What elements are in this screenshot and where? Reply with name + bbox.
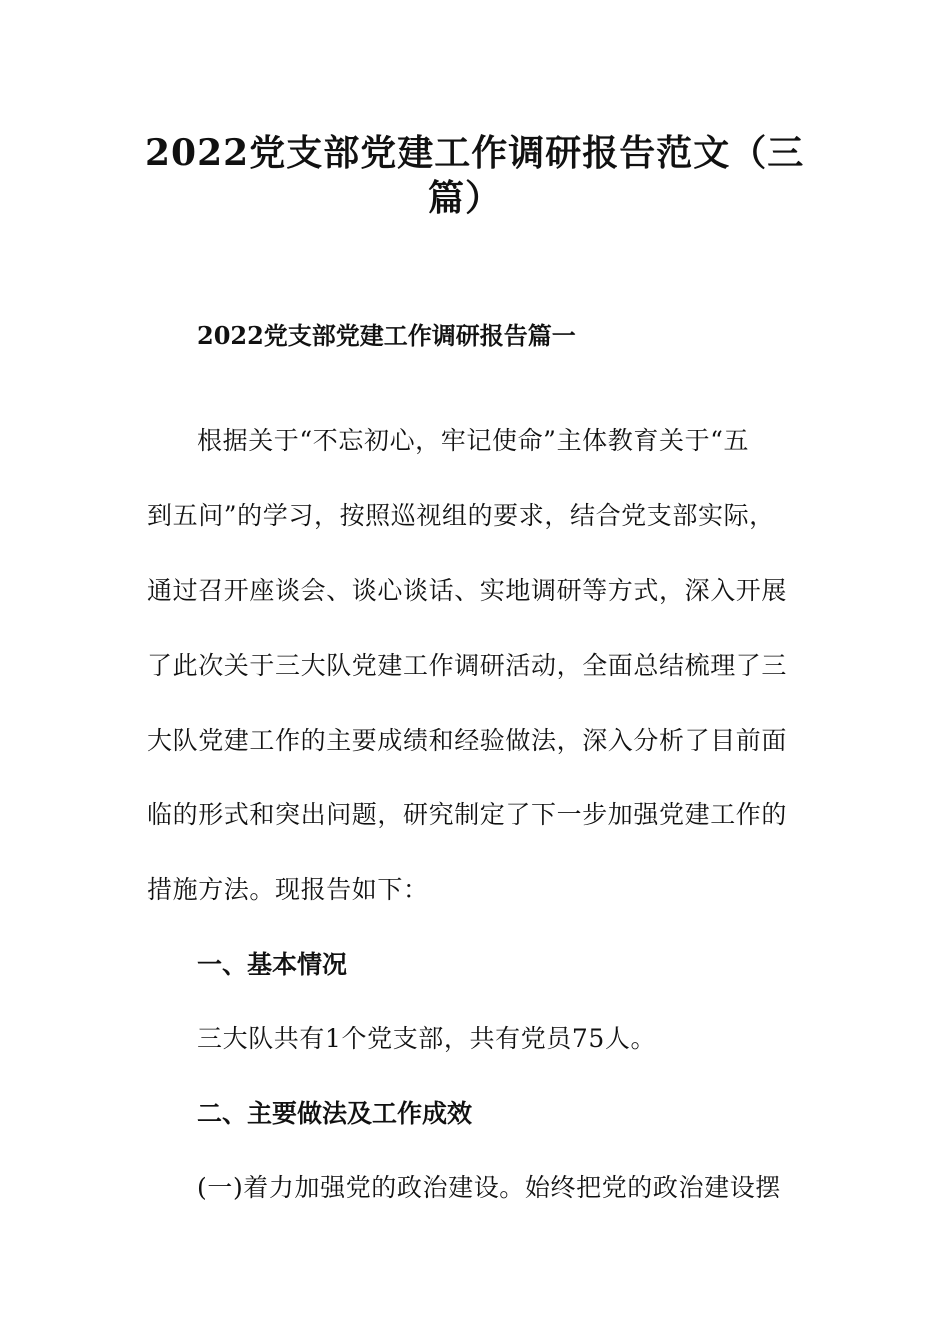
document-title-line-2: 篇） xyxy=(427,177,502,219)
paragraph-line: 措施方法。现报告如下： xyxy=(147,875,429,904)
section-heading-main-practices: 二、主要做法及工作成效 xyxy=(197,1099,473,1128)
paragraph-line: 临的形式和突出问题，研究制定了下一步加强党建工作的 xyxy=(147,800,788,829)
paragraph-line: 大队党建工作的主要成绩和经验做法，深入分析了目前面 xyxy=(147,726,788,755)
section-subtitle: 2022党支部党建工作调研报告篇一 xyxy=(197,321,576,350)
paragraph-line: 到五问”的学习，按照巡视组的要求，结合党支部实际， xyxy=(147,501,775,530)
paragraph-line: (一)着力加强党的政治建设。始终把党的政治建设摆 xyxy=(197,1173,781,1202)
section-heading-basic-situation: 一、基本情况 xyxy=(197,950,348,979)
paragraph-line: 了此次关于三大队党建工作调研活动，全面总结梳理了三 xyxy=(147,651,788,680)
paragraph-line: 通过召开座谈会、谈心谈话、实地调研等方式，深入开展 xyxy=(147,576,788,605)
document-title-line-1: 2022党支部党建工作调研报告范文（三 xyxy=(145,132,805,174)
paragraph-line: 根据关于“不忘初心，牢记使命”主体教育关于“五 xyxy=(197,426,750,455)
paragraph-line: 三大队共有1个党支部，共有党员75人。 xyxy=(197,1024,657,1053)
